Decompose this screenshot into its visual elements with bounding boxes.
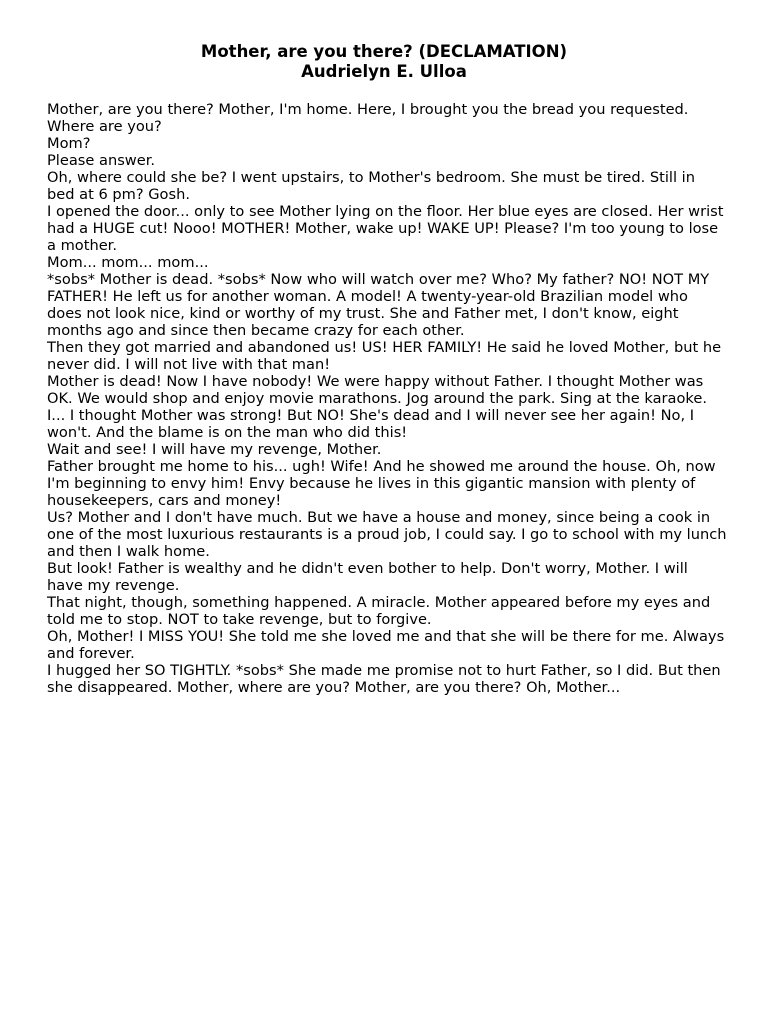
paragraph: Mom... mom... mom... [47, 254, 209, 271]
paragraph: But look! Father is wealthy and he didn't even bother to help. Don't worry, Mother. I will have my revenge. [47, 560, 688, 594]
paragraph: *sobs* Mother is dead. *sobs* Now who will watch over me? Who? My father? NO! NOT MY FATHER! He left us for another woman. A model! A twenty-year-old Brazilian model who does not look nice, kind or worthy of my trust. She and Father met, I don't know, eight months ago and since then became crazy for each other. [47, 271, 710, 339]
paragraph: I hugged her SO TIGHTLY. *sobs* She made me promise not to hurt Father, so I did. But then she disappeared. Mother, where are you? Mother, are you there? Oh, Mother... [47, 662, 721, 696]
paragraph: Mother is dead! Now I have nobody! We were happy without Father. I thought Mother was OK. We would shop and enjoy movie marathons. Jog around the park. Sing at the karaoke. [47, 373, 707, 407]
paragraph: Then they got married and abandoned us! US! HER FAMILY! He said he loved Mother, but he never did. I will not live with that man! [47, 339, 722, 373]
document-body [47, 101, 727, 696]
document-author: Audrielyn E. Ulloa [301, 62, 467, 81]
paragraph: Father brought me home to his... ugh! Wife! And he showed me around the house. Oh, now I'm beginning to envy him! Envy because he lives in this gigantic mansion with plenty of housekeepers, cars and money! [47, 458, 716, 509]
paragraph: I... I thought Mother was strong! But NO! She's dead and I will never see her again! No, I won't. And the blame is on the man who did this! [47, 407, 695, 441]
paragraph: I opened the door... only to see Mother lying on the floor. Her blue eyes are closed. Her wrist had a HUGE cut! Nooo! MOTHER! Mother, wake up! WAKE UP! Please? I'm too young to lose a mother. [47, 203, 724, 254]
paragraph: Oh, where could she be? I went upstairs, to Mother's bedroom. She must be tired. Still in bed at 6 pm? Gosh. [47, 169, 695, 203]
paragraph: That night, though, something happened. A miracle. Mother appeared before my eyes and told me to stop. NOT to take revenge, but to forgive. [47, 594, 711, 628]
paragraph: Mom? [47, 135, 91, 152]
paragraph: Please answer. [47, 152, 156, 169]
paragraph: Wait and see! I will have my revenge, Mother. [47, 441, 382, 458]
paragraph: Oh, Mother! I MISS YOU! She told me she loved me and that she will be there for me. Always and forever. [47, 628, 725, 662]
document-header [0, 42, 768, 82]
paragraph: Us? Mother and I don't have much. But we have a house and money, since being a cook in one of the most luxurious restaurants is a proud job, I could say. I go to school with my lunch and then I walk home. [47, 509, 727, 560]
paragraph: Mother, are you there? Mother, I'm home. Here, I brought you the bread you requested. Where are you? [47, 101, 689, 135]
document-title: Mother, are you there? (DECLAMATION) [200, 42, 568, 61]
